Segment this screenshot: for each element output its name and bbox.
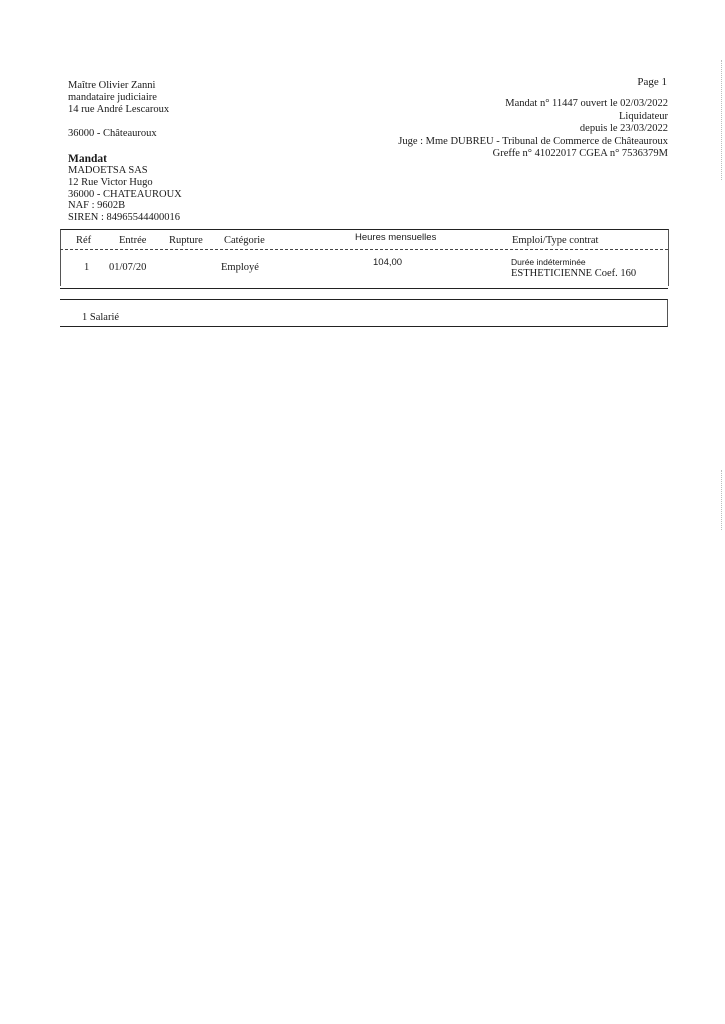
company-name: MADOETSA SAS — [68, 165, 148, 176]
column-header-emploi: Emploi/Type contrat — [512, 235, 599, 246]
cell-ref: 1 — [84, 262, 90, 273]
total-box — [60, 299, 668, 327]
column-header-categorie: Catégorie — [224, 235, 265, 246]
column-header-rupture: Rupture — [169, 235, 203, 246]
cell-heures: 104,00 — [373, 257, 403, 268]
column-header-entree: Entrée — [119, 235, 147, 246]
mandat-judge: Juge : Mme DUBREU - Tribunal de Commerce de Châteauroux — [398, 135, 668, 147]
company-siren: SIREN : 84965544400016 — [68, 212, 181, 224]
company-naf: NAF : 9602B — [68, 200, 126, 212]
company-details — [68, 165, 182, 224]
employee-total: 1 Salarié — [82, 312, 120, 323]
address-spacer — [68, 116, 169, 128]
column-header-heures: Heures mensuelles — [355, 232, 437, 243]
scan-edge-mark — [721, 470, 722, 530]
cell-contrat: Durée indéterminée — [511, 257, 586, 267]
mandataire-name: Maître Olivier Zanni — [68, 80, 156, 91]
scan-edge-mark — [721, 60, 722, 180]
mandataire-city: 36000 - Châteauroux — [68, 128, 157, 139]
mandat-info — [398, 98, 668, 161]
mandat-registry: Greffe n° 41022017 CGEA n° 7536379M — [492, 148, 668, 159]
mandataire-street: 14 rue André Lescaroux — [68, 104, 170, 115]
page-number: Page 1 — [637, 76, 667, 88]
mandataire-title: mandataire judiciaire — [68, 92, 157, 103]
company-city: 36000 - CHATEAUROUX — [68, 188, 182, 200]
cell-categorie: Employé — [221, 262, 259, 273]
mandat-role: Liquidateur — [619, 110, 668, 122]
table-bottom-rule — [60, 288, 668, 289]
company-street: 12 Rue Victor Hugo — [68, 176, 153, 188]
mandat-number-line: Mandat n° 11447 ouvert le 02/03/2022 — [505, 98, 668, 109]
cell-emploi: ESTHETICIENNE Coef. 160 — [511, 268, 637, 279]
mandataire-address — [68, 80, 169, 140]
column-header-ref: Réf — [76, 235, 92, 246]
table-header-separator — [60, 249, 668, 250]
mandat-since: depuis le 23/03/2022 — [579, 123, 668, 134]
cell-entree: 01/07/20 — [109, 262, 147, 273]
mandat-heading: Mandat — [68, 153, 107, 165]
